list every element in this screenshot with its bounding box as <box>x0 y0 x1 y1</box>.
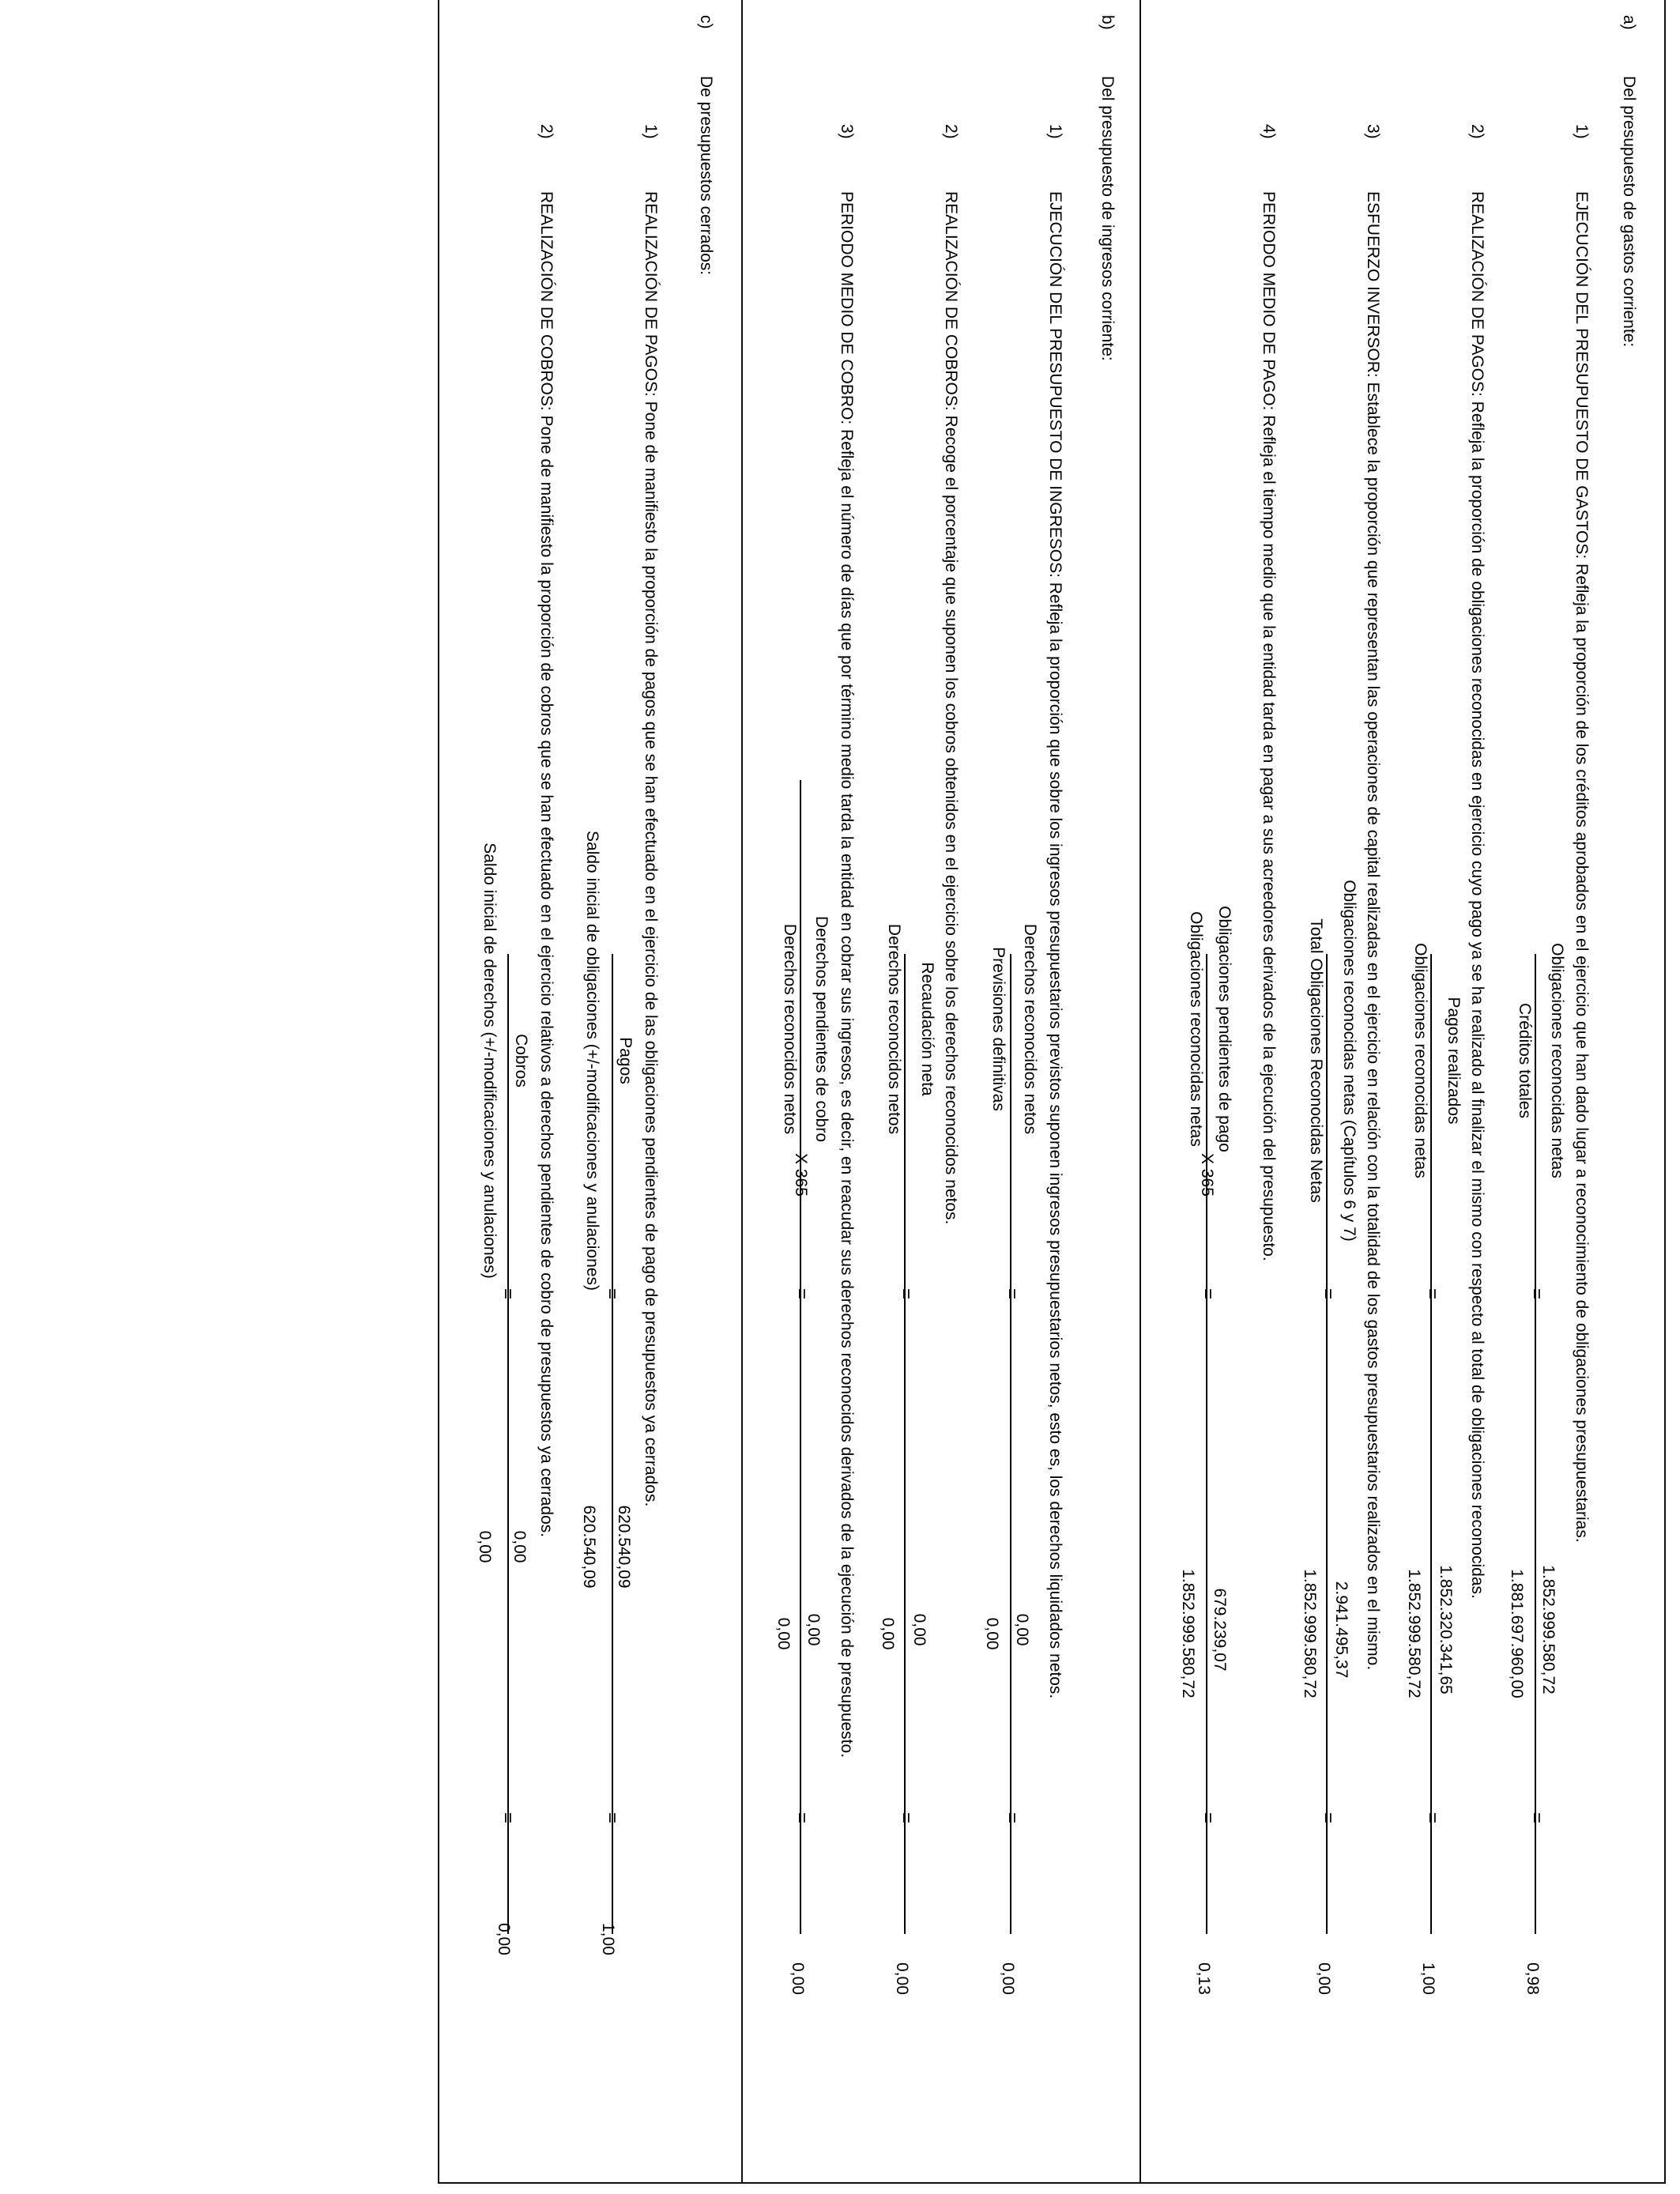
equals-sign: = <box>1317 1812 1339 1824</box>
equals-sign: = <box>1526 1288 1547 1300</box>
indicator-number: 1) <box>1573 124 1591 139</box>
equals-sign: = <box>1197 1288 1219 1300</box>
numerator-value: 1.852.999.580,72 <box>1539 1565 1558 1695</box>
denominator-value: 1.881.697.960,00 <box>1508 1569 1526 1698</box>
equals-sign: = <box>1001 1812 1023 1824</box>
indicator-number: 2) <box>537 124 556 139</box>
denominator-label: Total Obligaciones Reconocidas Netas <box>1307 918 1325 1203</box>
denominator-label: Previsiones definitivas <box>989 947 1008 1111</box>
equals-sign: = <box>791 1812 812 1824</box>
equals-sign: = <box>497 1812 518 1824</box>
value-fraction-line <box>800 1341 801 1784</box>
result-value: 0,13 <box>1195 1962 1213 1995</box>
value-fraction-line <box>905 1341 906 1784</box>
indicator-description: EJECUCIÓN DEL PRESUPUESTO DE GASTOS: Refleja la proporción de los créditos aprobados en el ejercicio que han dado lugar a reconocimiento de obligaciones presupuestarias. <box>1573 191 1591 1543</box>
equals-sign: = <box>791 1288 812 1300</box>
numerator-value: 1.852.320.341,65 <box>1437 1565 1455 1695</box>
numerator-label: Cobros <box>512 1034 530 1088</box>
indicator-number: 3) <box>1364 124 1382 139</box>
denominator-value: 0,00 <box>476 1530 494 1563</box>
numerator-label: Obligaciones pendientes de pago <box>1215 906 1234 1152</box>
indicator-number: 4) <box>1260 124 1278 139</box>
value-fraction-line <box>1431 1341 1432 1784</box>
equals-sign: = <box>1422 1288 1443 1300</box>
equals-sign: = <box>601 1288 623 1300</box>
numerator-value: 0,00 <box>1013 1613 1031 1646</box>
indicator-description: REALIZACIÓN DE PAGOS: Refleja la proporción de obligaciones reconocidas en ejercicio cuyo pago ya se ha realizado al finalizar el mismo con respecto al total de obligaciones reconocidas. <box>1468 191 1486 1599</box>
denominator-value: 620.540,09 <box>580 1505 598 1589</box>
numerator-label: Pagos realizados <box>1445 997 1463 1125</box>
denominator-label: Obligaciones reconocidas netas <box>1187 911 1205 1147</box>
numerator-label: Obligaciones reconocidas netas (Capítulos 6 y 7) <box>1340 880 1358 1242</box>
value-fraction-line <box>1327 1341 1328 1784</box>
numerator-label: Derechos pendientes de cobro <box>812 915 831 1143</box>
indicator-description: PERIODO MEDIO DE COBRO: Refleja el número de días que por término medio tarda la entidad en cobrar sus ingresos, es decir, en reacudar sus derechos reconocidos derivados de la ejecución de presupuesto. <box>838 191 856 1759</box>
section-c-letter: c) <box>697 15 715 29</box>
indicator-description: EJECUCIÓN DEL PRESUPUESTO DE INGRESOS: Refleja la proporción que sobre los ingresos presupuestarios previstos suponen ingresos presupuestarios netos, esto es, los derechos liquidados netos. <box>1046 191 1064 1699</box>
numerator-label: Recaudación neta <box>918 962 936 1096</box>
denominator-value: 1.852.999.580,72 <box>1179 1569 1197 1698</box>
section-b-title: Del presupuesto de ingresos corriente: <box>1098 76 1117 361</box>
equals-sign: = <box>1526 1812 1547 1824</box>
indicator-number: 2) <box>942 124 960 139</box>
result-value: 0,00 <box>789 1962 807 1995</box>
value-fraction-line <box>1535 1341 1536 1784</box>
result-value: 1,00 <box>599 1923 617 1955</box>
denominator-label: Saldo inicial de obligaciones (+/-modificaciones y anulaciones) <box>583 831 601 1291</box>
value-fraction-line <box>508 1341 509 1784</box>
result-value: 1,00 <box>1419 1962 1437 1995</box>
multiplier: X 365 <box>1198 1153 1216 1197</box>
denominator-label: Créditos totales <box>1516 1003 1534 1118</box>
section-c-title: De presupuestos cerrados: <box>697 76 715 276</box>
numerator-value: 679.239,07 <box>1211 1588 1229 1672</box>
section-a-title: Del presupuesto de gastos corriente: <box>1620 76 1638 348</box>
denominator-label: Derechos reconocidos netos <box>781 923 799 1135</box>
equals-sign: = <box>497 1288 518 1300</box>
numerator-label: Pagos <box>616 1037 635 1084</box>
rotated-report <box>438 0 1680 2184</box>
multiplier: X 365 <box>792 1153 810 1197</box>
numerator-label: Derechos reconocidos netos <box>1021 923 1039 1135</box>
indicator-description: REALIZACIÓN DE PAGOS: Pone de manifiesto la proporción de pagos que se han efectuado en el ejercicio de las obligaciones pendientes de pago de presupuestos ya cerrados. <box>642 191 660 1507</box>
denominator-label: Saldo inicial de derechos (+/-modificaciones y anulaciones) <box>480 843 499 1279</box>
section-b-letter: b) <box>1098 15 1117 30</box>
denominator-value: 0,00 <box>774 1617 793 1650</box>
denominator-value: 1.852.999.580,72 <box>1301 1569 1319 1698</box>
denominator-label: Obligaciones reconocidas netas <box>1411 943 1430 1178</box>
equals-sign: = <box>895 1812 917 1824</box>
indicator-number: 1) <box>642 124 660 139</box>
numerator-value: 0,00 <box>804 1613 823 1646</box>
numerator-value: 620.540,09 <box>615 1505 633 1589</box>
result-value: 0,00 <box>1315 1962 1333 1995</box>
equals-sign: = <box>1317 1288 1339 1300</box>
result-value: 0,98 <box>1524 1962 1542 1995</box>
equals-sign: = <box>601 1812 623 1824</box>
indicator-number: 1) <box>1046 124 1064 139</box>
indicator-description: ESFUERZO INVERSOR: Establece la proporción que representan las operaciones de capital realizadas en el ejercicio en relación con la totalidad de los gastos presupuestarios realizados en el mismo. <box>1364 191 1382 1671</box>
numerator-value: 0,00 <box>910 1613 929 1646</box>
numerator-value: 0,00 <box>510 1530 529 1563</box>
indicator-number: 2) <box>1468 124 1486 139</box>
result-value: 0,00 <box>893 1962 911 1995</box>
indicator-description: REALIZACIÓN DE COBROS: Recoge el porcentaje que suponen los cobros obtenidos en el ejercicio sobre los derechos reconocidos netos. <box>942 191 960 1225</box>
denominator-label: Derechos reconocidos netos <box>885 923 903 1135</box>
numerator-label: Obligaciones reconocidas netas <box>1548 943 1566 1178</box>
denominator-value: 1.852.999.580,72 <box>1405 1569 1423 1698</box>
equals-sign: = <box>895 1288 917 1300</box>
result-value: 0,00 <box>495 1923 513 1955</box>
section-a-letter: a) <box>1620 15 1638 30</box>
indicator-number: 3) <box>838 124 856 139</box>
numerator-value: 2.941.495,37 <box>1332 1581 1350 1679</box>
equals-sign: = <box>1001 1288 1023 1300</box>
value-fraction-line <box>612 1341 613 1784</box>
denominator-value: 0,00 <box>879 1617 897 1650</box>
equals-sign: = <box>1422 1812 1443 1824</box>
result-value: 0,00 <box>999 1962 1017 1995</box>
equals-sign: = <box>1197 1812 1219 1824</box>
denominator-value: 0,00 <box>983 1617 1001 1650</box>
indicator-description: REALIZACIÓN DE COBROS: Pone de manifiesto la proporción de cobros que se han efectuado en el ejercicio relativos a derechos pendientes de cobro de presupuestos ya cerrados. <box>537 191 556 1538</box>
indicator-description: PERIODO MEDIO DE PAGO: Refleja el tiempo medio que la entidad tarda en pagar a sus acreedores derivados de la ejecución del presupuesto. <box>1260 191 1278 1261</box>
